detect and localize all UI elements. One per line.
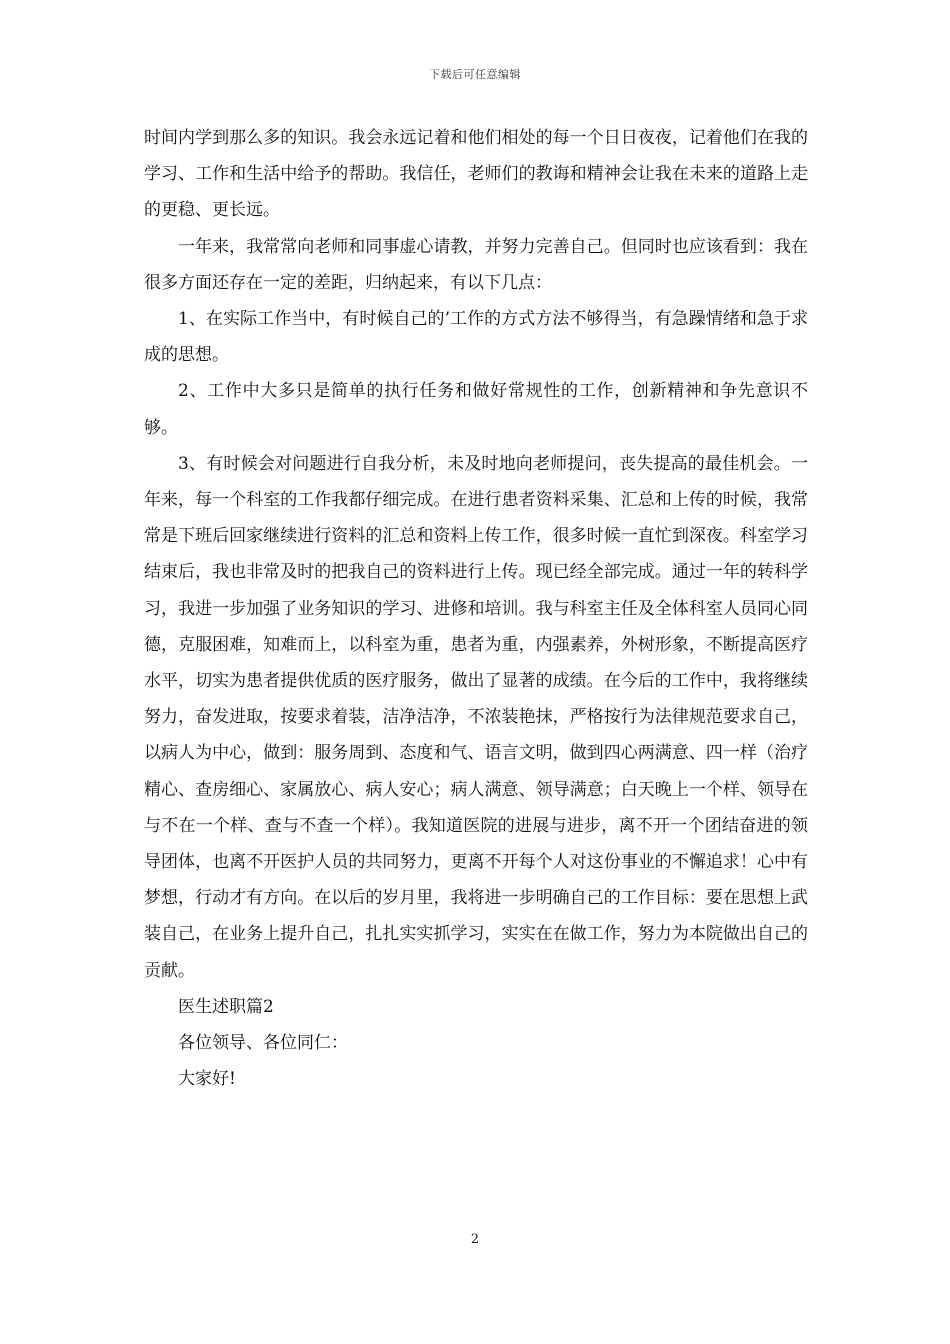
salutation: 各位领导、各位同仁： <box>178 1033 348 1054</box>
paragraph-point-3: 3、有时候会对问题进行自我分析，未及时地向老师提问，丧失提高的最佳机会。一年来，每一个科室的工作我都仔细完成。在进行患者资料采集、汇总和上传的时候，我常常是下班后回家继续进行资料的汇总和资料上传工作，很多时候一直忙到深夜。科室学习结束后，我也非常及时的把我自己的资料进行上传。现已经全部完成。通过一年的转科学习，我进一步加强了业务知识的学习、进修和培训。我与科室主任及全体科室人员同心同德，克服困难，知难而上，以科室为重，患者为重，内强素养，外树形象，不断提高医疗水平，切实为患者提供优质的医疗服务，做出了显著的成绩。在今后的工作中，我将继续努力，奋发进取，按要求着装，洁净洁净，不浓装艳抹，严格按行为法律规范要求自己，以病人为中心，做到：服务周到、态度和气、语言文明，做到四心两满意、四一样（治疗精心、查房细心、家属放心、病人安心；病人满意、领导满意；白天晚上一个样、领导在与不在一个样、查与不查一个样）。我知道医院的进展与进步，离不开一个团结奋进的领导团体，也离不开医护人员的共同努力，更离不开每个人对这份事业的不懈追求！心中有梦想，行动才有方向。在以后的岁月里，我将进一步明确自己的工作目标：要在思想上武装自己，在业务上提升自己，扎扎实实抓学习，实实在在做工作，努力为本院做出自己的贡献。 <box>144 453 808 981</box>
page-header: 下载后可任意编辑 <box>429 68 521 81</box>
document-body <box>144 120 808 1097</box>
paragraph-point-2: 2、工作中大多只是简单的执行任务和做好常规性的工作，创新精神和争先意识不够。 <box>144 381 808 438</box>
section-heading: 医生述职篇2 <box>178 996 274 1017</box>
paragraph-continuation: 时间内学到那么多的知识。我会永远记着和他们相处的每一个日日夜夜，记着他们在我的学习、工作和生活中给予的帮助。我信任，老师们的教诲和精神会让我在未来的道路上走的更稳、更长远。 <box>144 128 808 221</box>
greeting: 大家好! <box>178 1069 236 1090</box>
paragraph-self-assessment: 一年来，我常常向老师和同事虚心请教，并努力完善自己。但同时也应该看到：我在很多方面还存在一定的差距，归纳起来，有以下几点： <box>144 236 808 293</box>
paragraph-point-1: 1、在实际工作当中，有时候自己的’工作的方式方法不够得当，有急躁情绪和急于求成的思想。 <box>144 309 808 366</box>
page-number: 2 <box>470 1232 480 1247</box>
